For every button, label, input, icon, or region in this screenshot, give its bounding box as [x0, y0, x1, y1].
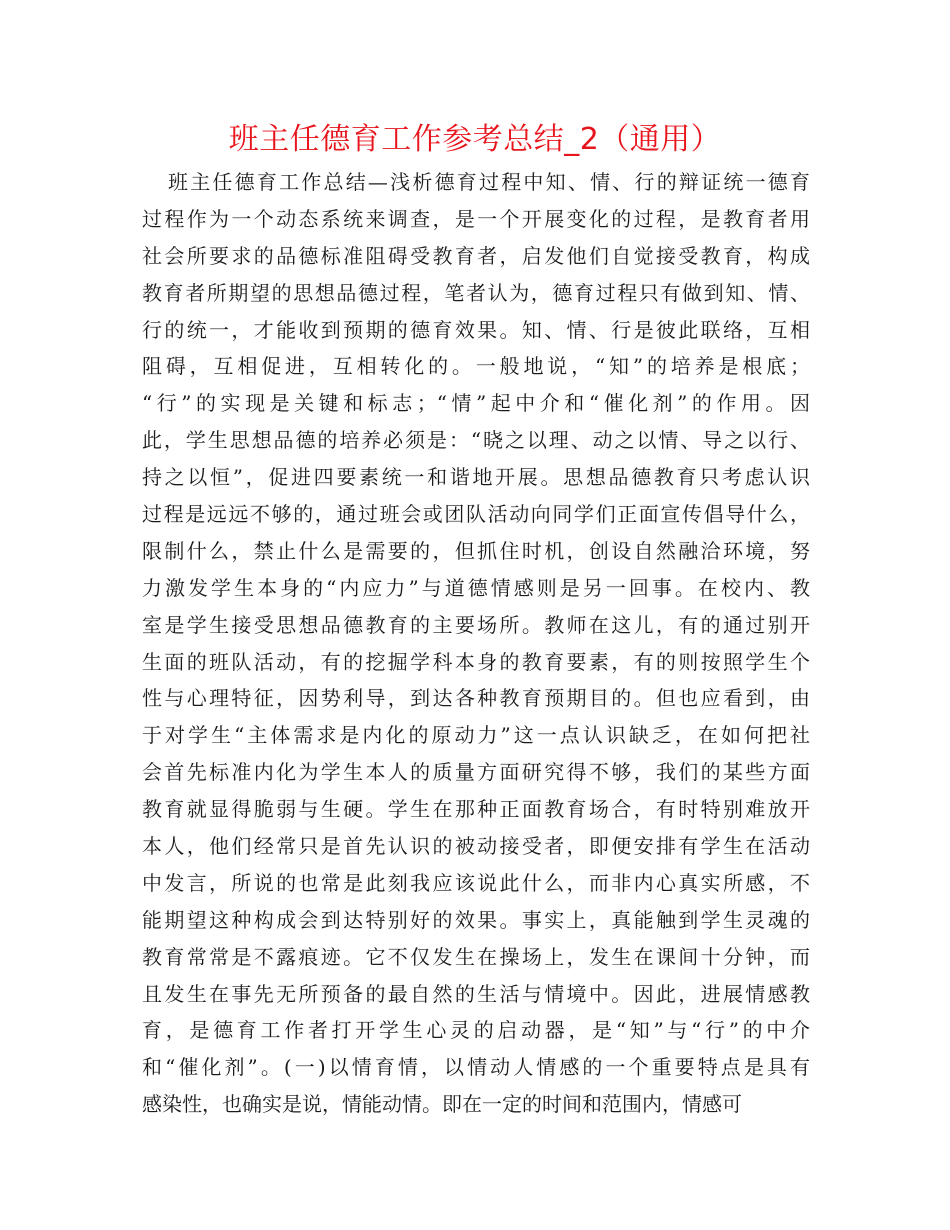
paragraph-line: 中发言，所说的也常是此刻我应该说此什么，而非内心真实所感，不	[142, 870, 810, 895]
paragraph-line: 会首先标准内化为学生本人的质量方面研究得不够，我们的某些方面	[142, 760, 810, 785]
paragraph-line: 于对学生“主体需求是内化的原动力”这一点认识缺乏，在如何把社	[142, 723, 810, 748]
paragraph-line: 过程作为一个动态系统来调查，是一个开展变化的过程，是教育者用	[142, 206, 810, 231]
paragraph-line: 教育者所期望的思想品德过程，笔者认为，德育过程只有做到知、情、	[142, 280, 810, 305]
document-body	[142, 164, 810, 1123]
paragraph-line: 社会所要求的品德标准阻碍受教育者，启发他们自觉接受教育，构成	[142, 243, 810, 268]
paragraph-line: 阻碍，互相促进，互相转化的。一般地说，“知”的培养是根底；	[142, 354, 810, 379]
paragraph-line: 生面的班队活动，有的挖掘学科本身的教育要素，有的则按照学生个	[142, 649, 810, 674]
paragraph-line: 室是学生接受思想品德教育的主要场所。教师在这儿，有的通过别开	[142, 612, 810, 637]
paragraph-line: 限制什么，禁止什么是需要的，但抓住时机，创设自然融洽环境，努	[142, 538, 810, 563]
paragraph-line: 感染性，也确实是说，情能动情。即在一定的时间和范围内，情感可	[142, 1092, 742, 1117]
paragraph-line: 性与心理特征，因势利导，到达各种教育预期目的。但也应看到，由	[142, 686, 810, 711]
paragraph-line: 能期望这种构成会到达特别好的效果。事实上，真能触到学生灵魂的	[142, 907, 810, 932]
paragraph-line: 育，是德育工作者打开学生心灵的启动器，是“知”与“行”的中介	[142, 1018, 810, 1043]
paragraph-line: 本人，他们经常只是首先认识的被动接受者，即便安排有学生在活动	[142, 834, 810, 859]
paragraph-line: 教育就显得脆弱与生硬。学生在那种正面教育场合，有时特别难放开	[142, 797, 810, 822]
paragraph-line: 持之以恒”，促进四要素统一和谐地开展。思想品德教育只考虑认识	[142, 465, 810, 490]
document-title: 班主任德育工作参考总结_2（通用）	[228, 122, 722, 157]
paragraph-line: 班主任德育工作总结—浅析德育过程中知、情、行的辩证统一德育	[168, 170, 810, 194]
paragraph-line: 且发生在事先无所预备的最自然的生活与情境中。因此，进展情感教	[142, 981, 810, 1006]
paragraph-line: 教育常常是不露痕迹。它不仅发生在操场上，发生在课间十分钟，而	[142, 944, 810, 969]
paragraph-line: 力激发学生本身的“内应力”与道德情感则是另一回事。在校内、教	[142, 575, 810, 600]
paragraph-line: 和“催化剂”。(一)以情育情，以情动人情感的一个重要特点是具有	[142, 1055, 810, 1080]
paragraph-line: 此，学生思想品德的培养必须是：“晓之以理、动之以情、导之以行、	[142, 428, 810, 453]
paragraph-line: 行的统一，才能收到预期的德育效果。知、情、行是彼此联络，互相	[142, 317, 810, 342]
paragraph-line: “行”的实现是关键和标志；“情”起中介和“催化剂”的作用。因	[142, 391, 810, 416]
paragraph-line: 过程是远远不够的，通过班会或团队活动向同学们正面宣传倡导什么，	[142, 502, 810, 527]
